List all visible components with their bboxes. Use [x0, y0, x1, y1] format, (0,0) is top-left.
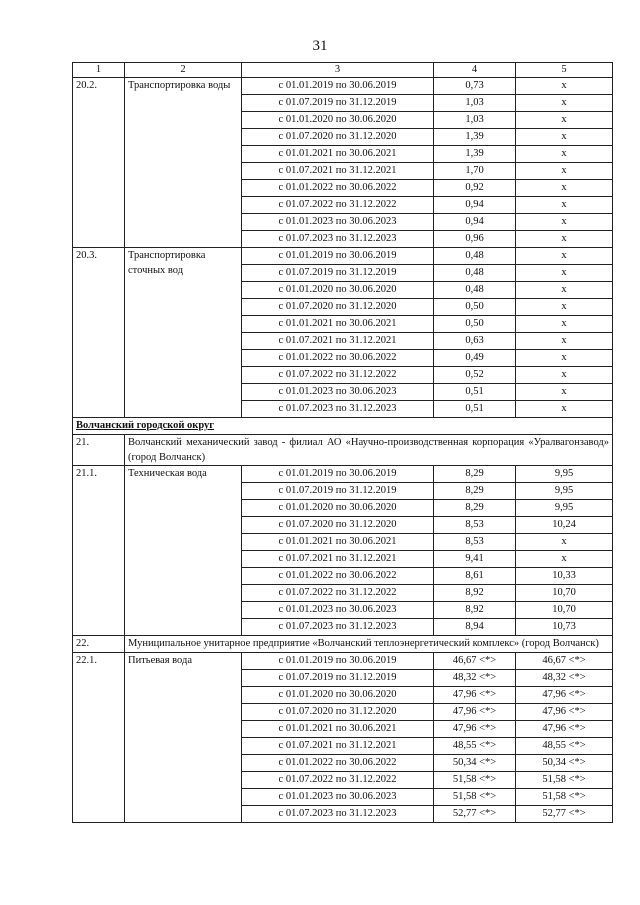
organization-row: [73, 435, 613, 466]
c-no-cell: 22.: [73, 636, 125, 653]
c-period-cell: с 01.01.2020 по 30.06.2020: [242, 687, 434, 704]
c-name-cell: Транспортировка сточных вод: [125, 248, 242, 418]
c-v5-cell: 47,96 <*>: [516, 687, 613, 704]
c-v5-cell: x: [516, 333, 613, 350]
c-v5-cell: x: [516, 197, 613, 214]
c-v4-cell: 8,92: [434, 602, 516, 619]
table-row: [73, 466, 613, 483]
c-period-cell: с 01.01.2021 по 30.06.2021: [242, 146, 434, 163]
table-row: [73, 248, 613, 265]
c-v5-cell: x: [516, 282, 613, 299]
c-v4-cell: 0,48: [434, 282, 516, 299]
c-v5-cell: x: [516, 78, 613, 95]
c-period-cell: с 01.07.2019 по 31.12.2019: [242, 483, 434, 500]
c-period-cell: с 01.01.2022 по 30.06.2022: [242, 755, 434, 772]
c-v5-cell: x: [516, 401, 613, 418]
c-v4-cell: 47,96 <*>: [434, 721, 516, 738]
c-period-cell: с 01.01.2019 по 30.06.2019: [242, 653, 434, 670]
c-period-cell: с 01.07.2023 по 31.12.2023: [242, 401, 434, 418]
c-v5-cell: x: [516, 180, 613, 197]
c-v5-cell: 10,70: [516, 602, 613, 619]
c-v4-cell: 8,29: [434, 483, 516, 500]
c-v5-cell: 10,24: [516, 517, 613, 534]
c-v5-cell: x: [516, 299, 613, 316]
c-v5-cell: x: [516, 129, 613, 146]
header-cell: 4: [434, 63, 516, 78]
section-row: [73, 418, 613, 435]
c-no-cell: 21.1.: [73, 466, 125, 636]
c-period-cell: с 01.01.2021 по 30.06.2021: [242, 721, 434, 738]
c-period-cell: с 01.01.2021 по 30.06.2021: [242, 316, 434, 333]
c-period-cell: с 01.07.2021 по 31.12.2021: [242, 163, 434, 180]
c-v4-cell: 8,92: [434, 585, 516, 602]
c-v4-cell: 48,55 <*>: [434, 738, 516, 755]
c-period-cell: с 01.07.2021 по 31.12.2021: [242, 738, 434, 755]
c-period-cell: с 01.07.2020 по 31.12.2020: [242, 704, 434, 721]
tariff-table: [72, 62, 613, 823]
c-period-cell: с 01.07.2022 по 31.12.2022: [242, 772, 434, 789]
c-v5-cell: 51,58 <*>: [516, 772, 613, 789]
c-name-cell: Техническая вода: [125, 466, 242, 636]
c-v4-cell: 0,92: [434, 180, 516, 197]
c-period-cell: с 01.01.2022 по 30.06.2022: [242, 180, 434, 197]
c-v4-cell: 0,50: [434, 299, 516, 316]
c-v5-cell: x: [516, 316, 613, 333]
c-no-cell: 20.2.: [73, 78, 125, 248]
c-v4-cell: 52,77 <*>: [434, 806, 516, 823]
c-period-cell: с 01.07.2022 по 31.12.2022: [242, 367, 434, 384]
c-v4-cell: 0,48: [434, 248, 516, 265]
c-v5-cell: 47,96 <*>: [516, 721, 613, 738]
c-period-cell: с 01.01.2023 по 30.06.2023: [242, 602, 434, 619]
c-period-cell: с 01.07.2021 по 31.12.2021: [242, 333, 434, 350]
c-period-cell: с 01.01.2020 по 30.06.2020: [242, 500, 434, 517]
c-v5-cell: x: [516, 367, 613, 384]
c-period-cell: с 01.01.2022 по 30.06.2022: [242, 568, 434, 585]
c-period-cell: с 01.07.2019 по 31.12.2019: [242, 95, 434, 112]
c-v4-cell: 1,39: [434, 129, 516, 146]
c-period-cell: с 01.01.2023 по 30.06.2023: [242, 384, 434, 401]
c-v5-cell: x: [516, 146, 613, 163]
c-v4-cell: 0,48: [434, 265, 516, 282]
c-v4-cell: 0,49: [434, 350, 516, 367]
c-v5-cell: x: [516, 265, 613, 282]
c-period-cell: с 01.01.2019 по 30.06.2019: [242, 78, 434, 95]
c-v4-cell: 1,03: [434, 112, 516, 129]
c-period-cell: с 01.07.2022 по 31.12.2022: [242, 585, 434, 602]
c-v4-cell: 47,96 <*>: [434, 687, 516, 704]
c-v5-cell: 46,67 <*>: [516, 653, 613, 670]
c-period-cell: с 01.01.2020 по 30.06.2020: [242, 112, 434, 129]
c-v5-cell: 48,32 <*>: [516, 670, 613, 687]
c-period-cell: с 01.01.2019 по 30.06.2019: [242, 248, 434, 265]
c-v5-cell: x: [516, 384, 613, 401]
c-v4-cell: 8,29: [434, 500, 516, 517]
c-v4-cell: 0,50: [434, 316, 516, 333]
c-period-cell: с 01.01.2020 по 30.06.2020: [242, 282, 434, 299]
c-v5-cell: 10,73: [516, 619, 613, 636]
c-period-cell: с 01.01.2023 по 30.06.2023: [242, 214, 434, 231]
c-period-cell: с 01.07.2020 по 31.12.2020: [242, 517, 434, 534]
header-row: [73, 63, 613, 78]
c-v4-cell: 1,03: [434, 95, 516, 112]
c-v4-cell: 0,51: [434, 401, 516, 418]
c-v4-cell: 46,67 <*>: [434, 653, 516, 670]
c-v4-cell: 0,94: [434, 197, 516, 214]
c-v5-cell: 47,96 <*>: [516, 704, 613, 721]
c-v4-cell: 0,51: [434, 384, 516, 401]
c-v4-cell: 1,70: [434, 163, 516, 180]
c-period-cell: с 01.07.2020 по 31.12.2020: [242, 129, 434, 146]
organization-row: [73, 636, 613, 653]
c-v5-cell: 10,70: [516, 585, 613, 602]
c-period-cell: с 01.07.2020 по 31.12.2020: [242, 299, 434, 316]
c-v4-cell: 0,94: [434, 214, 516, 231]
c-org-cell: Муниципальное унитарное предприятие «Волчанский теплоэнергетический комплекс» (город Волчанск): [125, 636, 613, 653]
header-cell: 1: [73, 63, 125, 78]
page-number: 31: [312, 38, 328, 54]
c-v4-cell: 8,61: [434, 568, 516, 585]
table-row: [73, 78, 613, 95]
c-no-cell: 21.: [73, 435, 125, 466]
c-v4-cell: 9,41: [434, 551, 516, 568]
c-v5-cell: 50,34 <*>: [516, 755, 613, 772]
c-v4-cell: 0,63: [434, 333, 516, 350]
c-period-cell: с 01.01.2021 по 30.06.2021: [242, 534, 434, 551]
c-period-cell: с 01.01.2022 по 30.06.2022: [242, 350, 434, 367]
c-period-cell: с 01.07.2019 по 31.12.2019: [242, 265, 434, 282]
c-v4-cell: 0,96: [434, 231, 516, 248]
c-v5-cell: x: [516, 214, 613, 231]
c-period-cell: с 01.07.2019 по 31.12.2019: [242, 670, 434, 687]
c-v4-cell: 1,39: [434, 146, 516, 163]
header-cell: 3: [242, 63, 434, 78]
c-v5-cell: x: [516, 163, 613, 180]
c-v5-cell: x: [516, 350, 613, 367]
c-name-cell: Питьевая вода: [125, 653, 242, 823]
c-period-cell: с 01.07.2021 по 31.12.2021: [242, 551, 434, 568]
c-v5-cell: x: [516, 112, 613, 129]
c-v4-cell: 48,32 <*>: [434, 670, 516, 687]
section-cell: Волчанский городской округ: [73, 418, 613, 435]
header-cell: 2: [125, 63, 242, 78]
c-v4-cell: 8,53: [434, 534, 516, 551]
c-v5-cell: 48,55 <*>: [516, 738, 613, 755]
c-v5-cell: 9,95: [516, 483, 613, 500]
c-v5-cell: x: [516, 551, 613, 568]
c-v5-cell: x: [516, 534, 613, 551]
table-row: [73, 653, 613, 670]
c-period-cell: с 01.07.2023 по 31.12.2023: [242, 619, 434, 636]
c-v5-cell: 10,33: [516, 568, 613, 585]
c-v5-cell: x: [516, 248, 613, 265]
c-period-cell: с 01.07.2023 по 31.12.2023: [242, 231, 434, 248]
c-v5-cell: x: [516, 231, 613, 248]
c-v5-cell: 51,58 <*>: [516, 789, 613, 806]
c-v5-cell: 9,95: [516, 466, 613, 483]
c-v5-cell: 9,95: [516, 500, 613, 517]
c-no-cell: 20.3.: [73, 248, 125, 418]
c-name-cell: Транспортировка воды: [125, 78, 242, 248]
c-v5-cell: 52,77 <*>: [516, 806, 613, 823]
c-v4-cell: 50,34 <*>: [434, 755, 516, 772]
c-period-cell: с 01.01.2019 по 30.06.2019: [242, 466, 434, 483]
c-v4-cell: 8,29: [434, 466, 516, 483]
c-v4-cell: 8,94: [434, 619, 516, 636]
c-org-cell: Волчанский механический завод - филиал АО «Научно-производственная корпорация «Уралвагонзавод» (город Волчанск): [125, 435, 613, 466]
c-no-cell: 22.1.: [73, 653, 125, 823]
header-cell: 5: [516, 63, 613, 78]
c-v4-cell: 0,73: [434, 78, 516, 95]
c-v4-cell: 51,58 <*>: [434, 772, 516, 789]
c-v4-cell: 8,53: [434, 517, 516, 534]
c-v4-cell: 0,52: [434, 367, 516, 384]
c-v4-cell: 47,96 <*>: [434, 704, 516, 721]
c-v4-cell: 51,58 <*>: [434, 789, 516, 806]
c-period-cell: с 01.01.2023 по 30.06.2023: [242, 789, 434, 806]
c-period-cell: с 01.07.2023 по 31.12.2023: [242, 806, 434, 823]
c-period-cell: с 01.07.2022 по 31.12.2022: [242, 197, 434, 214]
c-v5-cell: x: [516, 95, 613, 112]
